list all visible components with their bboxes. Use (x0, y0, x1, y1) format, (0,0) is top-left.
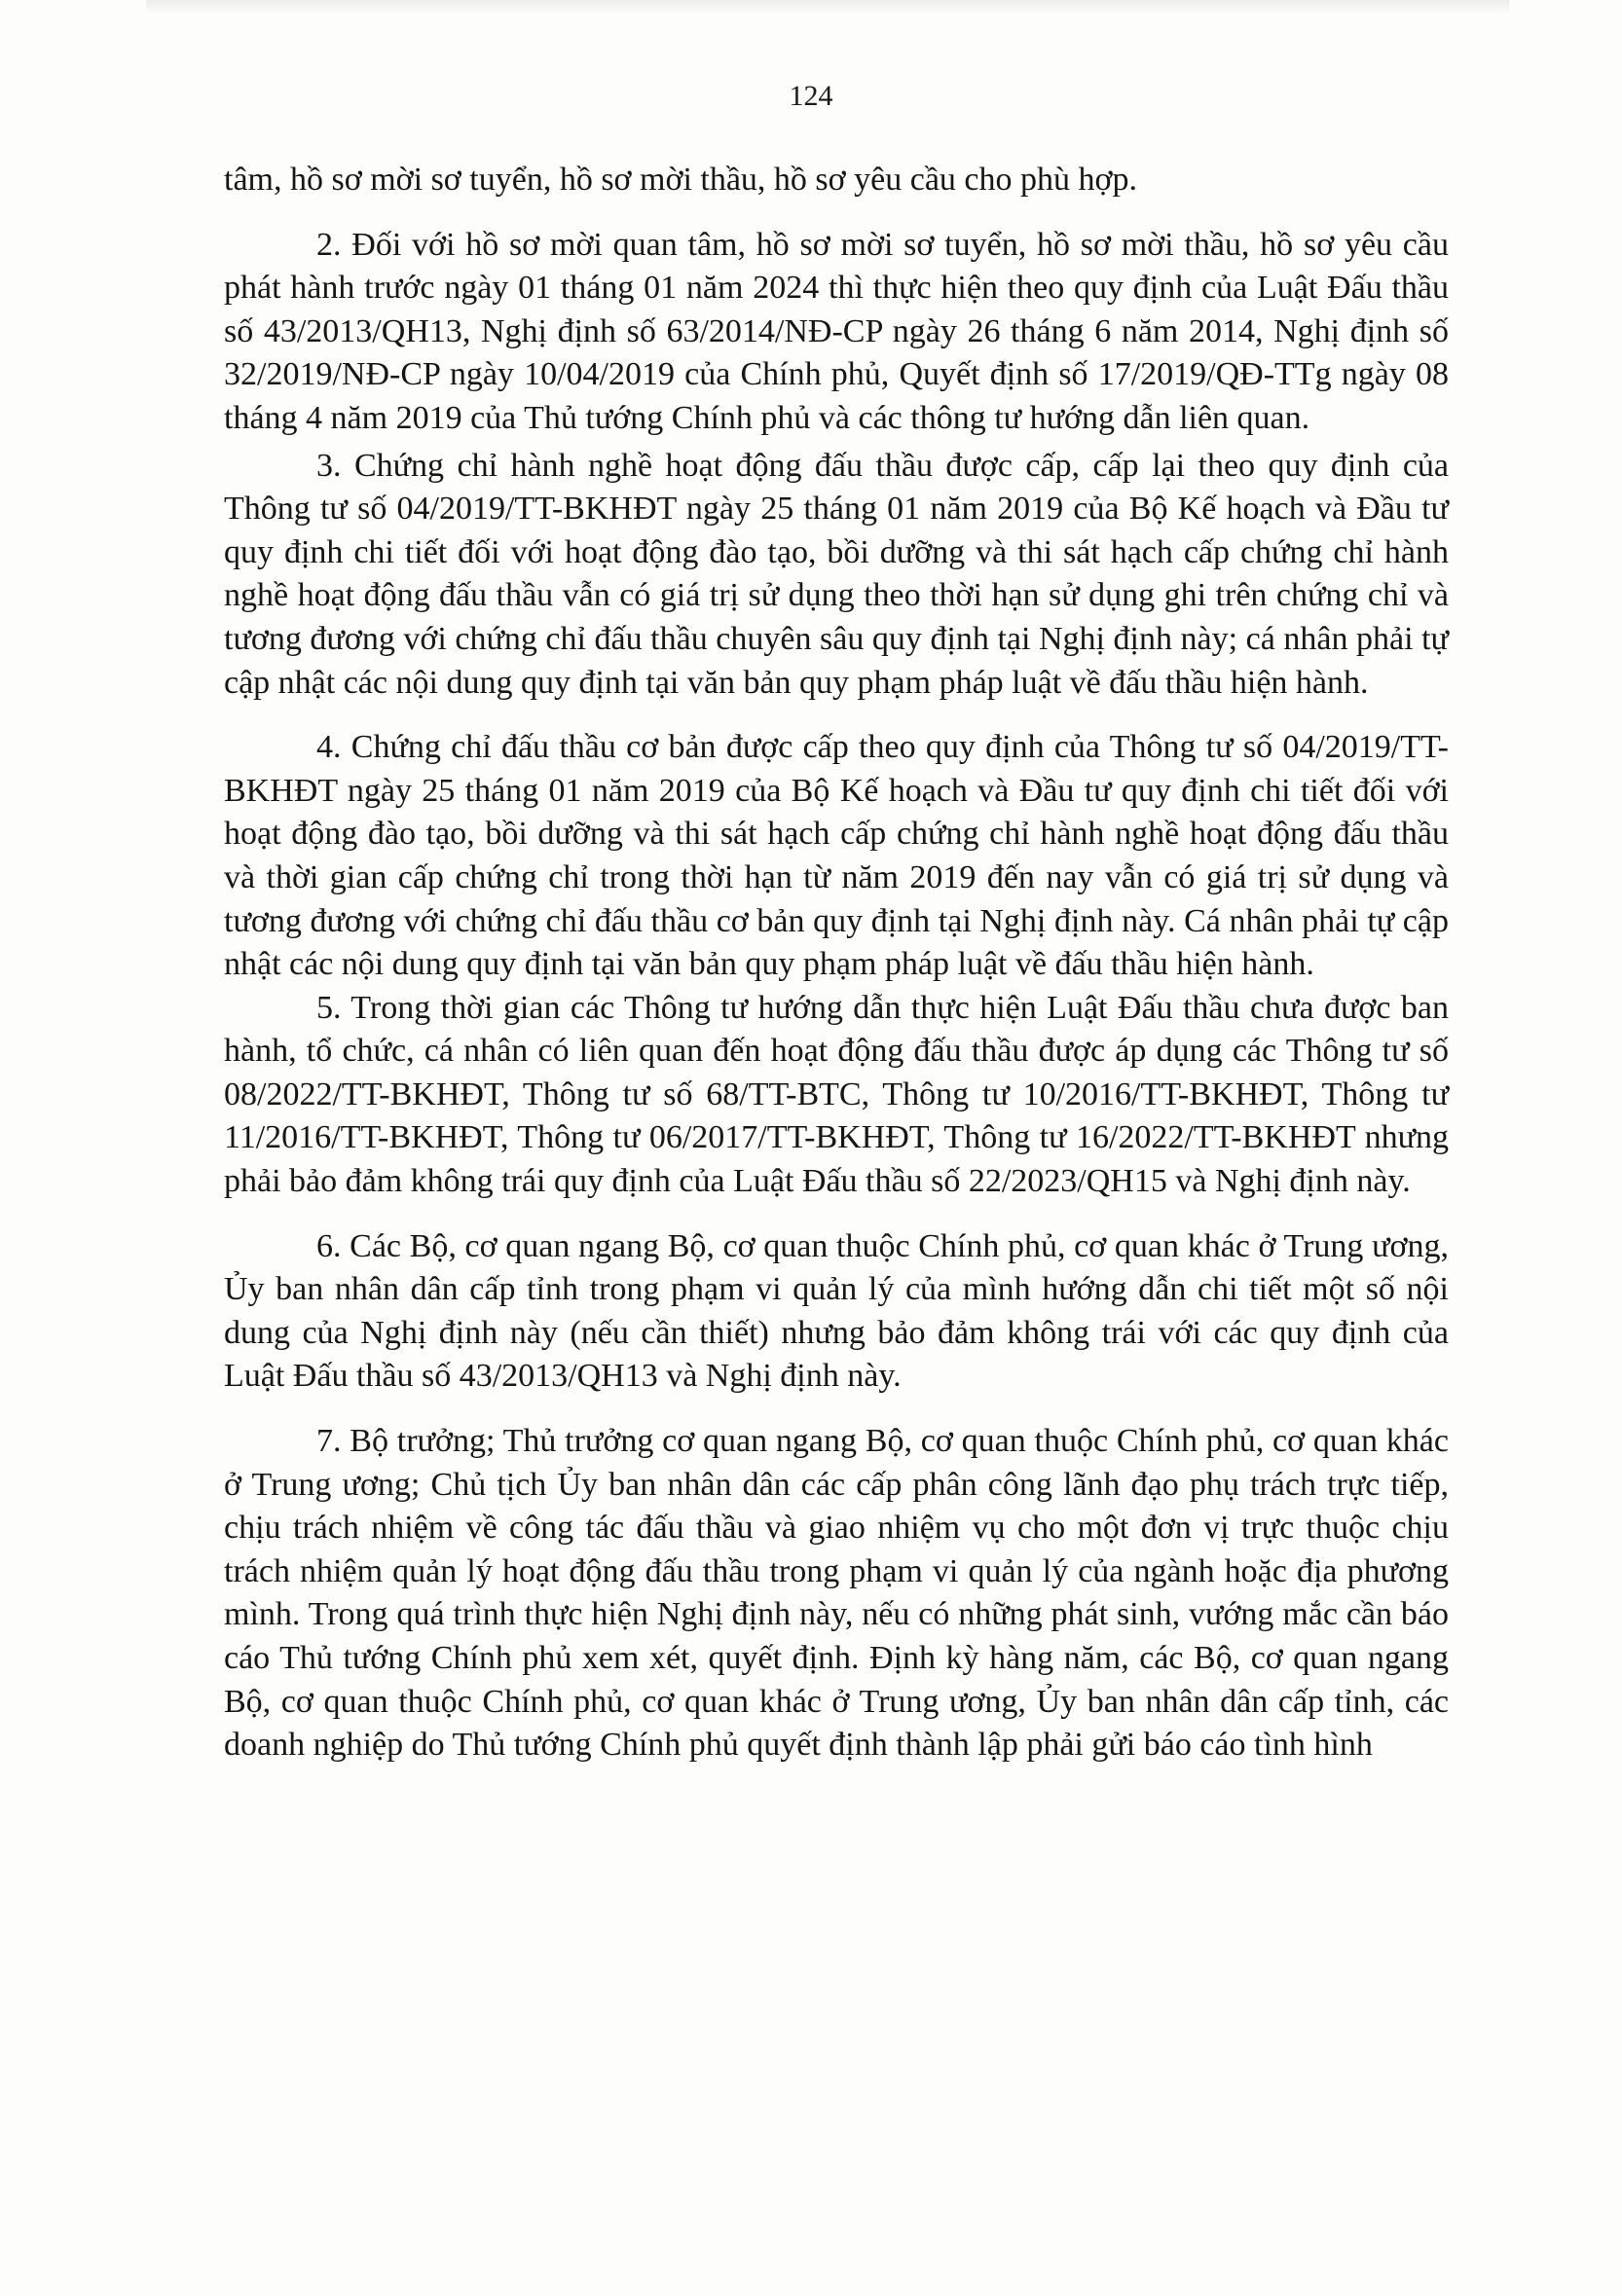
paragraph-clause-4: 4. Chứng chỉ đấu thầu cơ bản được cấp theo quy định của Thông tư số 04/2019/TT-BKHĐT ngày 25 tháng 01 năm 2019 của Bộ Kế hoạch và Đầu tư quy định chi tiết đối với hoạt động đào tạo, bồi dưỡng và thi sát hạch cấp chứng chỉ hành nghề hoạt động đấu thầu và thời gian cấp chứng chỉ trong thời hạn từ năm 2019 đến nay vẫn có giá trị sử dụng và tương đương với chứng chỉ đấu thầu cơ bản quy định tại Nghị định này. Cá nhân phải tự cập nhật các nội dung quy định tại văn bản quy phạm pháp luật về đấu thầu hiện hành. (224, 729, 1449, 983)
paragraph-clause-2: 2. Đối với hồ sơ mời quan tâm, hồ sơ mời sơ tuyển, hồ sơ mời thầu, hồ sơ yêu cầu phát hành trước ngày 01 tháng 01 năm 2024 thì thực hiện theo quy định của Luật Đấu thầu số 43/2013/QH13, Nghị định số 63/2014/NĐ-CP ngày 26 tháng 6 năm 2014, Nghị định số 32/2019/NĐ-CP ngày 10/04/2019 của Chính phủ, Quyết định số 17/2019/QĐ-TTg ngày 08 tháng 4 năm 2019 của Thủ tướng Chính phủ và các thông tư hướng dẫn liên quan. (224, 226, 1449, 436)
paragraph-clause-3: 3. Chứng chỉ hành nghề hoạt động đấu thầu được cấp, cấp lại theo quy định của Thông tư số 04/2019/TT-BKHĐT ngày 25 tháng 01 năm 2019 của Bộ Kế hoạch và Đầu tư quy định chi tiết đối với hoạt động đào tạo, bồi dưỡng và thi sát hạch cấp chứng chỉ hành nghề hoạt động đấu thầu vẫn có giá trị sử dụng theo thời hạn sử dụng ghi trên chứng chỉ và tương đương với chứng chỉ đấu thầu chuyên sâu quy định tại Nghị định này; cá nhân phải tự cập nhật các nội dung quy định tại văn bản quy phạm pháp luật về đấu thầu hiện hành. (224, 447, 1449, 701)
scan-edge-shadow (146, 0, 1509, 14)
document-body (224, 159, 1449, 1768)
paragraph-clause-6: 6. Các Bộ, cơ quan ngang Bộ, cơ quan thuộc Chính phủ, cơ quan khác ở Trung ương, Ủy ban nhân dân cấp tỉnh trong phạm vi quản lý của mình hướng dẫn chi tiết một số nội dung của Nghị định này (nếu cần thiết) nhưng bảo đảm không trái với các quy định của Luật Đấu thầu số 43/2013/QH13 và Nghị định này. (224, 1227, 1449, 1395)
paragraph-clause-7: 7. Bộ trưởng; Thủ trưởng cơ quan ngang Bộ, cơ quan thuộc Chính phủ, cơ quan khác ở Trung ương; Chủ tịch Ủy ban nhân dân các cấp phân công lãnh đạo phụ trách trực tiếp, chịu trách nhiệm về công tác đấu thầu và giao nhiệm vụ cho một đơn vị trực thuộc chịu trách nhiệm quản lý hoạt động đấu thầu trong phạm vi quản lý của ngành hoặc địa phương mình. Trong quá trình thực hiện Nghị định này, nếu có những phát sinh, vướng mắc cần báo cáo Thủ tướng Chính phủ xem xét, quyết định. Định kỳ hàng năm, các Bộ, cơ quan ngang Bộ, cơ quan thuộc Chính phủ, cơ quan khác ở Trung ương, Ủy ban nhân dân cấp tỉnh, các doanh nghiệp do Thủ tướng Chính phủ quyết định thành lập phải gửi báo cáo tình hình (224, 1423, 1449, 1764)
paragraph-continuation: tâm, hồ sơ mời sơ tuyển, hồ sơ mời thầu, hồ sơ yêu cầu cho phù hợp. (224, 162, 1137, 198)
paragraph-clause-5: 5. Trong thời gian các Thông tư hướng dẫn thực hiện Luật Đấu thầu chưa được ban hành, tổ chức, cá nhân có liên quan đến hoạt động đấu thầu được áp dụng các Thông tư số 08/2022/TT-BKHĐT, Thông tư số 68/TT-BTC, Thông tư 10/2016/TT-BKHĐT, Thông tư 11/2016/TT-BKHĐT, Thông tư 06/2017/TT-BKHĐT, Thông tư 16/2022/TT-BKHĐT nhưng phải bảo đảm không trái quy định của Luật Đấu thầu số 22/2023/QH15 và Nghị định này. (224, 989, 1449, 1200)
page-number: 124 (789, 80, 833, 112)
